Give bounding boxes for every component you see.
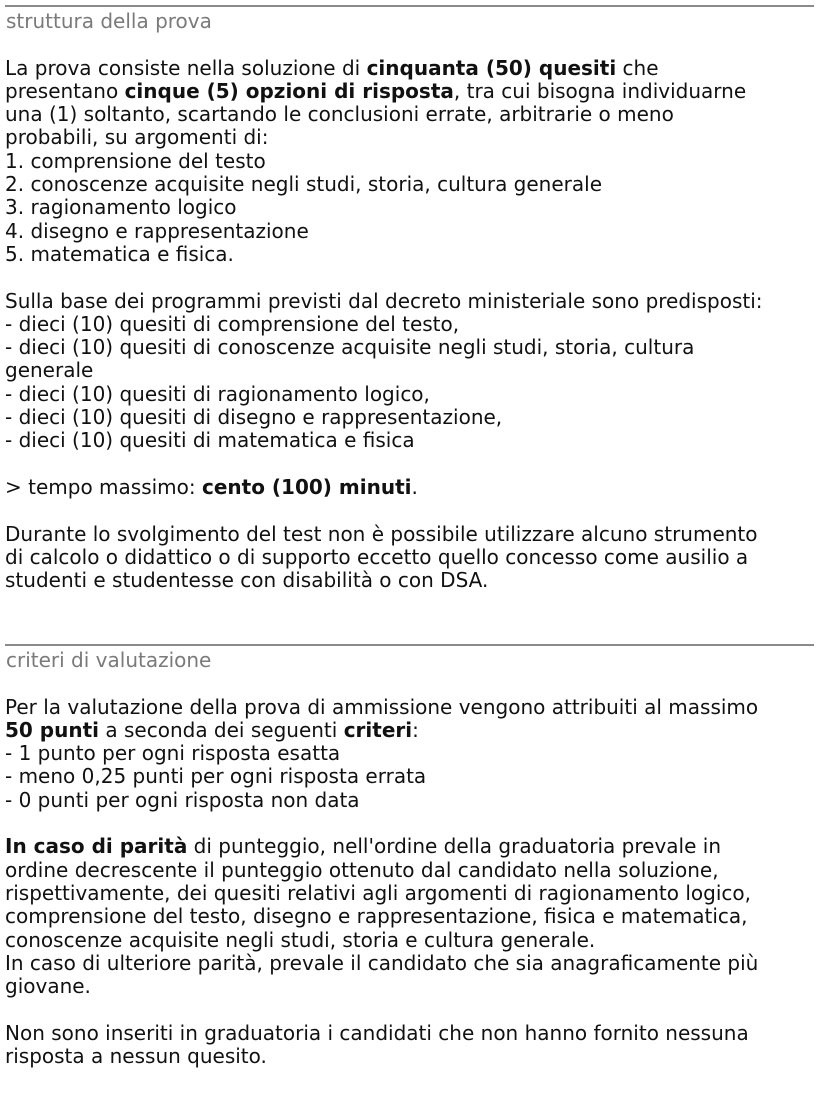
topic-item: 4. disegno e rappresentazione: [5, 218, 309, 243]
distribution-item: - dieci (10) quesiti di conoscenze acquisite negli studi, storia, cultura: [5, 335, 695, 360]
parity-title: In caso di parità: [5, 834, 188, 859]
distribution-item: - dieci (10) quesiti di matematica e fisica: [5, 428, 415, 453]
distribution-item: - dieci (10) quesiti di disegno e rappresentazione,: [5, 405, 503, 430]
distribution-item: - dieci (10) quesiti di comprensione del testo,: [5, 311, 460, 336]
distribution-paragraph: [5, 290, 814, 453]
tools-line: studenti e studentesse con disabilità o con DSA.: [5, 568, 489, 593]
parity-paragraph: [5, 835, 814, 998]
parity-line: ordine decrescente il punteggio ottenuto dal candidato nella soluzione,: [5, 857, 719, 882]
points-item: - meno 0,25 punti per ogni risposta errata: [5, 764, 427, 789]
opzioni-count: cinque (5) opzioni di risposta: [124, 78, 454, 103]
section-struttura: [5, 5, 814, 592]
criteri-text: :: [412, 717, 419, 742]
distribution-item: - dieci (10) quesiti di ragionamento logico,: [5, 381, 430, 406]
time-suffix: .: [411, 474, 418, 499]
section-divider: [5, 644, 814, 646]
criteri-intro-line: [5, 719, 814, 742]
topic-item: 2. conoscenze acquisite negli studi, storia, cultura generale: [5, 172, 603, 197]
excluded-line: Non sono inseriti in graduatoria i candidati che non hanno fornito nessuna: [5, 1020, 749, 1045]
distribution-item: generale: [5, 358, 94, 383]
excluded-line: risposta a nessun quesito.: [5, 1044, 267, 1069]
quesiti-count: cinquanta (50) quesiti: [366, 55, 617, 80]
time-label: > tempo massimo:: [5, 474, 202, 499]
section-criteri: [5, 644, 814, 1068]
excluded-paragraph: [5, 1022, 814, 1069]
parity-line: In caso di ulteriore parità, prevale il candidato che sia anagraficamente più: [5, 950, 759, 975]
points-item: - 1 punto per ogni risposta esatta: [5, 741, 341, 766]
max-points: 50 punti: [5, 717, 100, 742]
intro-text: che: [616, 55, 659, 80]
topic-item: 5. matematica e fisica.: [5, 241, 234, 266]
section-heading: struttura della prova: [6, 9, 212, 33]
topic-item: 3. ragionamento logico: [5, 195, 237, 220]
intro-paragraph: [5, 57, 814, 267]
intro-text: presentano: [5, 78, 125, 103]
topic-item: 1. comprensione del testo: [5, 148, 266, 173]
criteri-intro-line: Per la valutazione della prova di ammissione vengono attribuiti al massimo: [5, 694, 759, 719]
criteri-text: a seconda dei seguenti: [99, 717, 344, 742]
parity-line: comprensione del testo, disegno e rappresentazione, fisica e matematica,: [5, 904, 748, 929]
distribution-intro: Sulla base dei programmi previsti dal decreto ministeriale sono predisposti:: [5, 288, 763, 313]
section-divider: [5, 5, 814, 7]
section-heading: criteri di valutazione: [6, 648, 212, 672]
tools-line: Durante lo svolgimento del test non è possibile utilizzare alcuno strumento: [5, 521, 758, 546]
parity-text: di punteggio, nell'ordine della graduatoria prevale in: [187, 834, 721, 859]
parity-line: conoscenze acquisite negli studi, storia e cultura generale.: [5, 927, 596, 952]
time-line: [5, 476, 814, 499]
parity-line: [5, 835, 814, 858]
points-item: - 0 punti per ogni risposta non data: [5, 787, 360, 812]
time-paragraph: [5, 476, 814, 499]
intro-text: La prova consiste nella soluzione di: [5, 55, 367, 80]
criteri-word: criteri: [343, 717, 413, 742]
intro-line: [5, 80, 814, 103]
parity-line: rispettivamente, dei quesiti relativi agli argomenti di ragionamento logico,: [5, 880, 751, 905]
tools-paragraph: [5, 523, 814, 593]
intro-text: , tra cui bisogna individuarne: [453, 78, 747, 103]
intro-line: probabili, su argomenti di:: [5, 125, 269, 150]
intro-line: [5, 57, 814, 80]
intro-line: una (1) soltanto, scartando le conclusioni errate, arbitrarie o meno: [5, 102, 674, 127]
time-value: cento (100) minuti: [201, 474, 412, 499]
tools-line: di calcolo o didattico o di supporto eccetto quello concesso come ausilio a: [5, 544, 749, 569]
criteri-intro-paragraph: [5, 696, 814, 812]
parity-line: giovane.: [5, 974, 91, 999]
